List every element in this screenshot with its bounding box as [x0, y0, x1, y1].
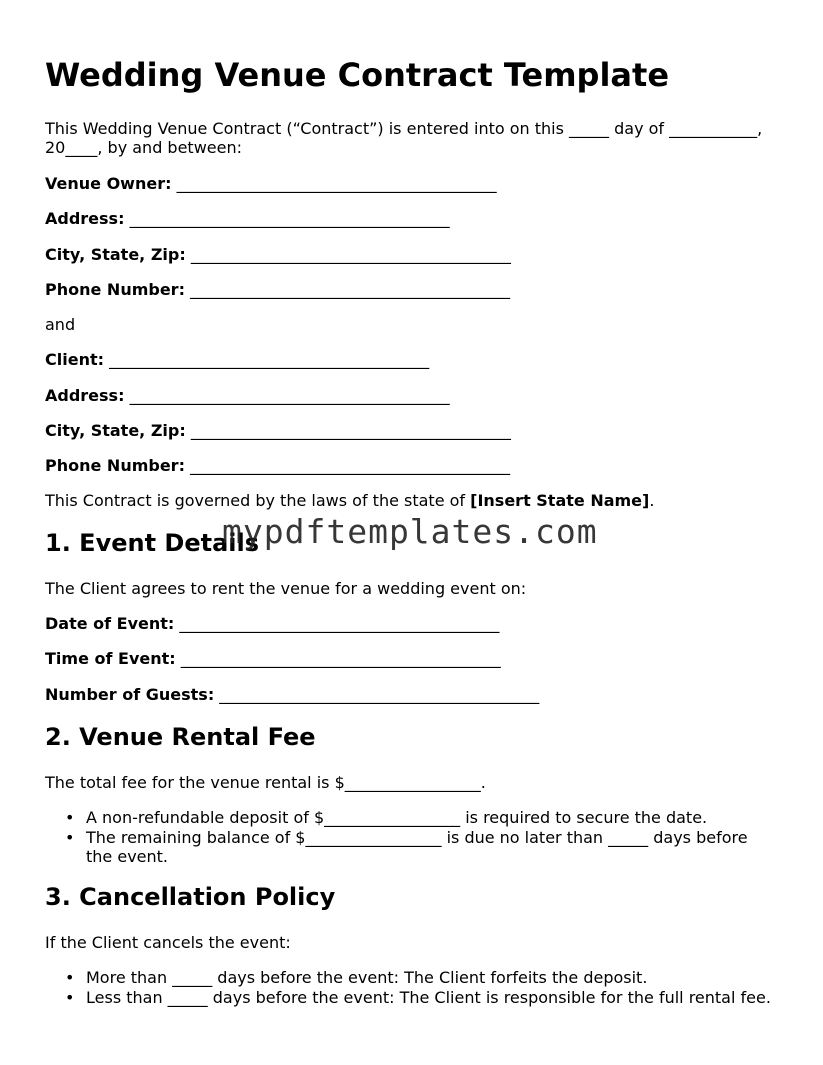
guest-count-field — [45, 685, 539, 704]
event-time-label: Time of Event: — [45, 649, 176, 668]
list-item — [45, 968, 785, 988]
bullet-icon: • — [65, 968, 75, 987]
venue-address-blank: ________________________________________ — [124, 209, 450, 228]
section-3-heading: 3. Cancellation Policy — [45, 883, 336, 911]
venue-city-label: City, State, Zip: — [45, 245, 186, 264]
venue-phone-blank: ________________________________________ — [184, 280, 511, 299]
event-time-field — [45, 649, 501, 668]
fee-deposit-text: A non-refundable deposit of $_________________ is required to secure the date. — [86, 808, 708, 827]
venue-owner-label: Venue Owner: — [45, 174, 172, 193]
event-date-label: Date of Event: — [45, 614, 175, 633]
section-3-intro: If the Client cancels the event: — [45, 933, 291, 952]
cancel-less-than-text: Less than _____ days before the event: The Client is responsible for the full rental fee. — [86, 987, 771, 1007]
list-item — [45, 808, 785, 828]
governing-law-suffix: . — [649, 491, 655, 510]
client-blank: ________________________________________ — [104, 350, 430, 369]
venue-address-label: Address: — [45, 209, 125, 228]
guest-count-blank: ________________________________________ — [214, 685, 540, 704]
event-date-field — [45, 614, 499, 633]
client-label: Client: — [45, 350, 104, 369]
client-address-blank: ________________________________________ — [124, 386, 450, 405]
client-city-field — [45, 421, 511, 440]
intro-line-2: 20____, by and between: — [45, 138, 243, 157]
list-item-continuation — [45, 847, 785, 867]
fee-balance-text: The remaining balance of $_________________ is due no later than _____ days before — [86, 827, 748, 847]
section-2-heading: 2. Venue Rental Fee — [45, 723, 316, 751]
client-phone-blank: ________________________________________ — [184, 456, 511, 475]
client-city-blank: ________________________________________ — [185, 421, 511, 440]
venue-owner-blank: ________________________________________ — [171, 174, 497, 193]
cancellation-bullet-list — [45, 968, 785, 1007]
governing-state-placeholder: [Insert State Name] — [470, 491, 650, 510]
list-item — [45, 988, 785, 1008]
venue-owner-field — [45, 174, 497, 193]
client-field — [45, 350, 429, 369]
client-phone-label: Phone Number: — [45, 456, 185, 475]
section-2-intro: The total fee for the venue rental is $_________________. — [45, 773, 486, 792]
event-date-blank: ________________________________________ — [174, 614, 500, 633]
intro-line-1: This Wedding Venue Contract (“Contract”) is entered into on this _____ day of ___________, — [45, 119, 763, 138]
venue-phone-field — [45, 280, 510, 299]
list-item — [45, 828, 785, 848]
venue-address-field — [45, 209, 450, 228]
section-1-heading: 1. Event Details — [45, 529, 260, 557]
document-title: Wedding Venue Contract Template — [45, 56, 670, 94]
and-text: and — [45, 315, 76, 334]
bullet-icon: • — [65, 808, 75, 827]
governing-law-prefix: This Contract is governed by the laws of the state of — [45, 491, 471, 510]
site-watermark: mypdftemplates.com — [222, 512, 598, 551]
fee-balance-text-cont: the event. — [86, 847, 168, 866]
client-address-label: Address: — [45, 386, 125, 405]
venue-city-field — [45, 245, 511, 264]
bullet-icon: • — [65, 827, 75, 847]
client-city-label: City, State, Zip: — [45, 421, 186, 440]
fee-bullet-list — [45, 808, 785, 867]
venue-city-blank: ________________________________________ — [185, 245, 511, 264]
section-1-intro: The Client agrees to rent the venue for a wedding event on: — [45, 579, 527, 598]
cancel-more-than-text: More than _____ days before the event: The Client forfeits the deposit. — [86, 968, 648, 987]
client-address-field — [45, 386, 450, 405]
governing-law-text — [45, 491, 654, 510]
guest-count-label: Number of Guests: — [45, 685, 215, 704]
venue-phone-label: Phone Number: — [45, 280, 185, 299]
client-phone-field — [45, 456, 510, 475]
event-time-blank: ________________________________________ — [175, 649, 501, 668]
bullet-icon: • — [65, 987, 75, 1007]
